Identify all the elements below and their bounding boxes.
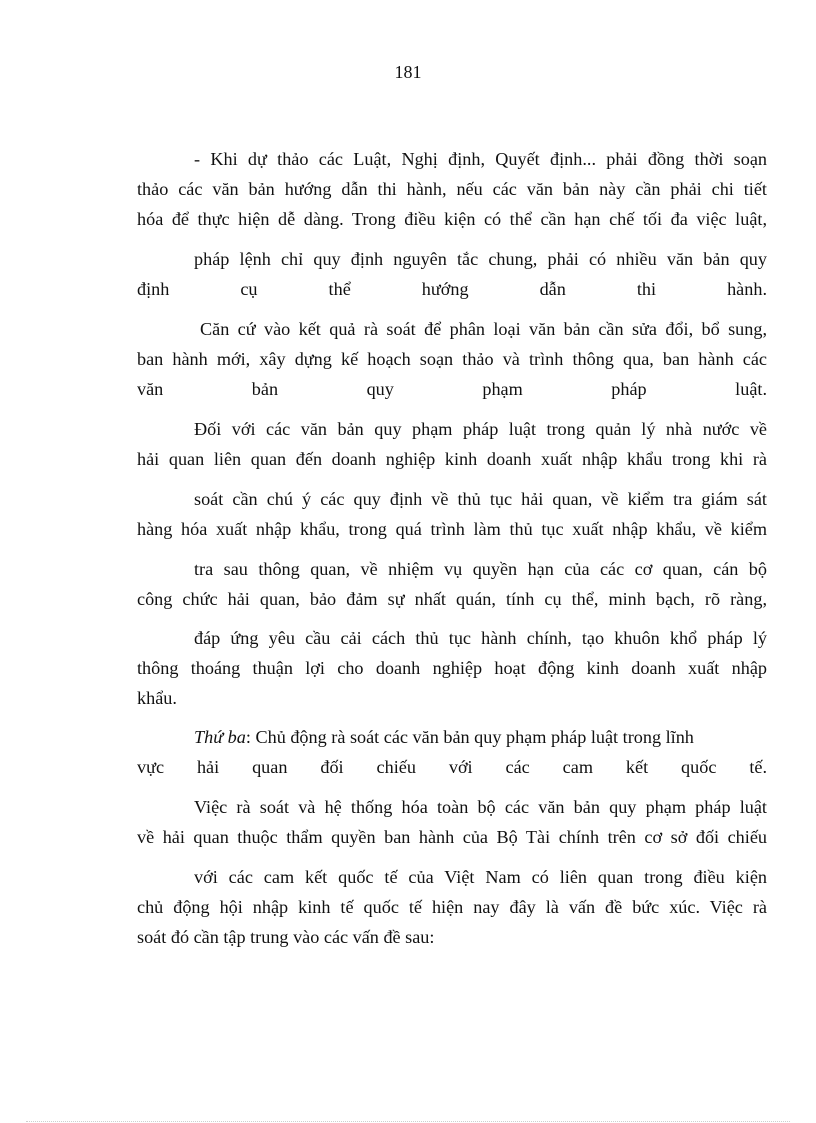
text-line: văn bản quy phạm pháp luật. <box>137 379 767 399</box>
text-line: vực hải quan đối chiếu với các cam kết quốc tế. <box>137 757 767 777</box>
text-line: ban hành mới, xây dựng kế hoạch soạn thảo và trình thông qua, ban hành các <box>137 349 767 369</box>
text-line: soát cần chú ý các quy định về thủ tục hải quan, về kiểm tra giám sát <box>194 489 767 509</box>
text-line: tra sau thông quan, về nhiệm vụ quyền hạn của các cơ quan, cán bộ <box>194 559 767 579</box>
text-line: thông thoáng thuận lợi cho doanh nghiệp hoạt động kinh doanh xuất nhập <box>137 658 767 678</box>
footer-rule <box>26 1121 790 1122</box>
text-line: thảo các văn bản hướng dẫn thi hành, nếu các văn bản này cần phải chi tiết <box>137 179 767 199</box>
text-line: công chức hải quan, bảo đảm sự nhất quán, tính cụ thể, minh bạch, rõ ràng, <box>137 589 767 609</box>
text-line: đáp ứng yêu cầu cải cách thủ tục hành chính, tạo khuôn khổ pháp lý <box>194 628 767 648</box>
text-line <box>194 724 767 750</box>
text-line: Đối với các văn bản quy phạm pháp luật trong quản lý nhà nước về <box>194 419 767 439</box>
text-line: - Khi dự thảo các Luật, Nghị định, Quyết định... phải đồng thời soạn <box>194 149 767 169</box>
text-line: hải quan liên quan đến doanh nghiệp kinh doanh xuất nhập khẩu trong khi rà <box>137 449 767 469</box>
text-line: Căn cứ vào kết quả rà soát để phân loại văn bản cần sửa đổi, bổ sung, <box>200 319 767 339</box>
text-line: khẩu. <box>137 688 177 708</box>
page-number: 181 <box>394 62 422 82</box>
text-line: định cụ thể hướng dẫn thi hành. <box>137 279 767 299</box>
text-line: về hải quan thuộc thẩm quyền ban hành của Bộ Tài chính trên cơ sở đối chiếu <box>137 827 767 847</box>
text-line: hàng hóa xuất nhập khẩu, trong quá trình làm thủ tục xuất nhập khẩu, về kiểm <box>137 519 767 539</box>
text-line: hóa để thực hiện dễ dàng. Trong điều kiện có thể cần hạn chế tối đa việc luật, <box>137 209 767 229</box>
text-span: : Chủ động rà soát các văn bản quy phạm pháp luật trong lĩnh <box>245 727 694 747</box>
text-line: chủ động hội nhập kinh tế quốc tế hiện nay đây là vấn đề bức xúc. Việc rà <box>137 897 767 917</box>
text-line: pháp lệnh chỉ quy định nguyên tắc chung, phải có nhiều văn bản quy <box>194 249 767 269</box>
text-line: soát đó cần tập trung vào các vấn đề sau: <box>137 927 435 947</box>
text-line: Việc rà soát và hệ thống hóa toàn bộ các văn bản quy phạm pháp luật <box>194 797 767 817</box>
text-line: với các cam kết quốc tế của Việt Nam có liên quan trong điều kiện <box>194 867 767 887</box>
heading-thu-ba: Thứ ba <box>194 727 246 747</box>
